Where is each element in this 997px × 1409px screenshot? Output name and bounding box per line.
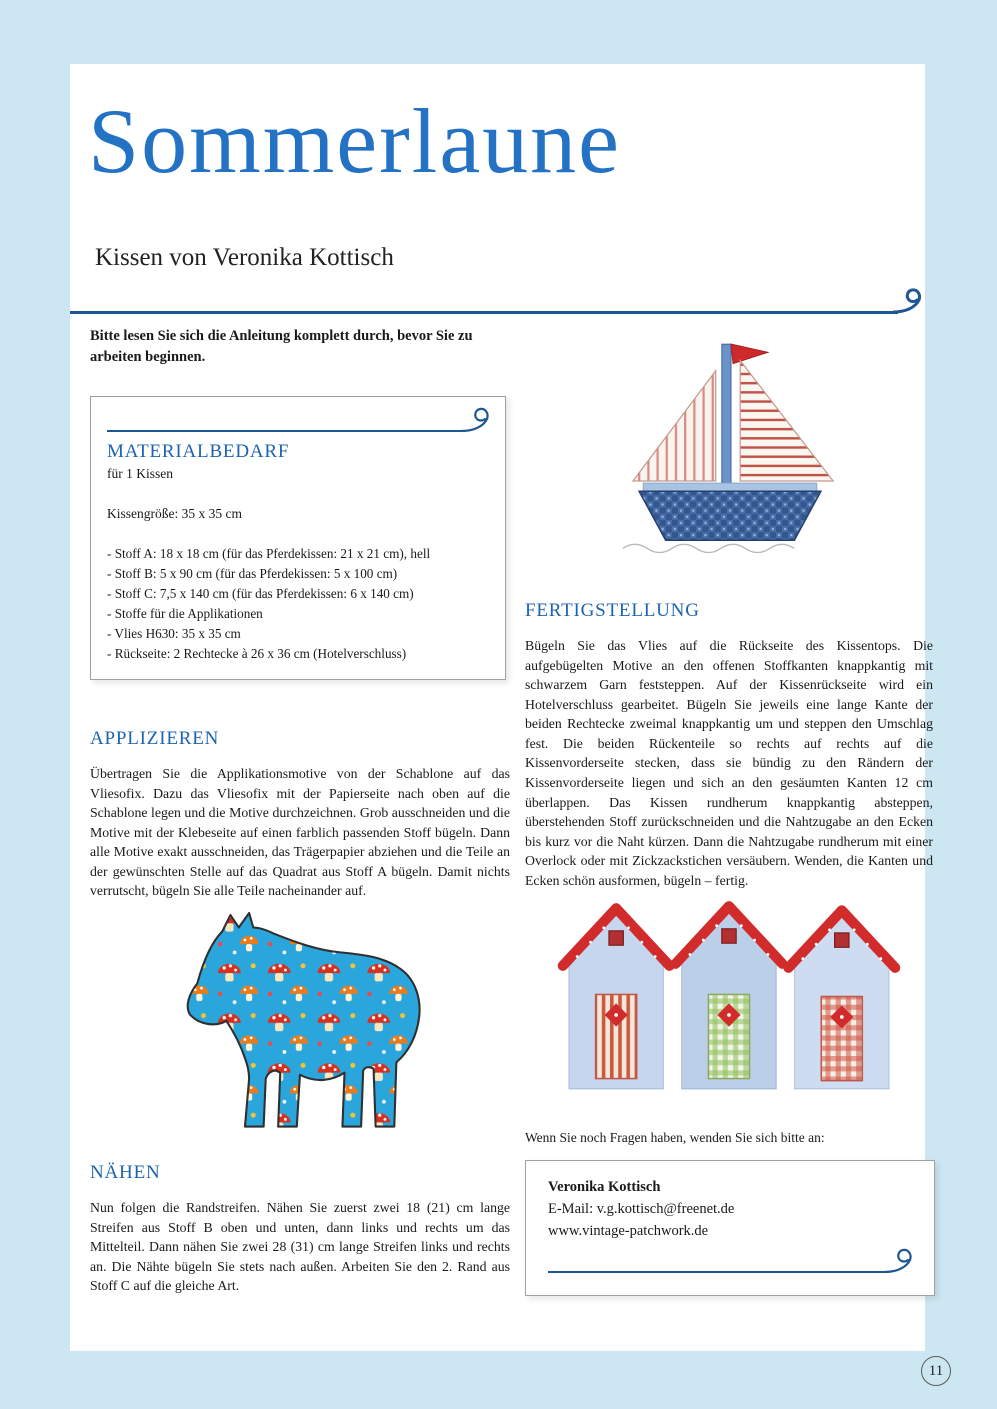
hut-window bbox=[722, 929, 736, 943]
section-heading-fertigstellung: FERTIGSTELLUNG bbox=[525, 600, 700, 621]
swirl-flourish-icon bbox=[461, 407, 493, 439]
beach-hut-3 bbox=[788, 910, 895, 1088]
section-body-applizieren: Übertragen Sie die Applikationsmotive von der Schablone auf das Vliesofix. Dazu das Vliesofix mit der Papierseite nach oben auf die Schablone legen und die Motive durchzeichnen. Grob ausschneiden und die Motive mit der Klebeseite auf einen farblich passenden Stoff bügeln. Dann alle Motive exakt ausschneiden, das Trägerpapier abziehen und die Teile an der gewünschten Stelle auf das Quadrat aus Stoff A bügeln. Damit nichts verrutscht, bügeln Sie alle Teile nacheinander auf. bbox=[90, 766, 510, 899]
list-item: - Stoffe für die Applikationen bbox=[107, 606, 263, 622]
divider-line bbox=[70, 311, 898, 314]
contact-website[interactable]: www.vintage-patchwork.de bbox=[548, 1222, 709, 1239]
section-heading-applizieren: APPLIZIEREN bbox=[90, 728, 220, 749]
section-heading-naehen: NÄHEN bbox=[90, 1162, 161, 1183]
beach-hut-2 bbox=[676, 906, 783, 1089]
material-heading: MATERIALBEDARF bbox=[107, 441, 290, 462]
divider-line bbox=[548, 1271, 889, 1273]
magazine-page bbox=[70, 64, 933, 1351]
list-item: - Vlies H630: 35 x 35 cm bbox=[107, 626, 241, 642]
contact-email[interactable]: E-Mail: v.g.kottisch@freenet.de bbox=[548, 1200, 735, 1217]
material-box bbox=[90, 396, 506, 680]
contact-box-divider bbox=[548, 1248, 916, 1280]
boat-mast bbox=[722, 344, 731, 489]
sailboat-applique-illustration bbox=[590, 336, 870, 576]
contact-name: Veronika Kottisch bbox=[548, 1179, 661, 1195]
beach-hut-1 bbox=[563, 908, 670, 1089]
contact-intro: Wenn Sie noch Fragen haben, wenden Sie sich bitte an: bbox=[525, 1130, 825, 1145]
contact-box bbox=[525, 1160, 935, 1296]
boat-flag bbox=[731, 344, 768, 363]
divider-line bbox=[107, 430, 466, 432]
hut-window bbox=[835, 933, 849, 947]
intro-note: Bitte lesen Sie sich die Anleitung komplett durch, bevor Sie zu arbeiten beginnen. bbox=[90, 328, 473, 366]
list-item: - Rückseite: 2 Rechtecke à 26 x 36 cm (Hotelverschluss) bbox=[107, 646, 407, 662]
section-body-naehen: Nun folgen die Randstreifen. Nähen Sie zuerst zwei 18 (21) cm lange Streifen aus Stoff B oben und unten, dann links und rechts um das Mittelteil. Dann nähen Sie zwei 28 (31) cm lange Streifen links und rechts an. Die Nähte bügeln Sie stets nach außen. Arbeiten Sie den 2. Rand aus Stoff C auf die gleiche Art. bbox=[90, 1200, 510, 1294]
water-wave-line bbox=[623, 544, 795, 552]
page-title: Sommerlaune bbox=[88, 90, 621, 192]
swirl-flourish-icon bbox=[884, 1248, 916, 1280]
header-divider bbox=[70, 288, 925, 320]
material-box-divider bbox=[107, 407, 493, 439]
material-list bbox=[107, 544, 493, 664]
list-item: - Stoff B: 5 x 90 cm (für das Pferdekissen: 5 x 100 cm) bbox=[107, 566, 398, 582]
boat-hull bbox=[639, 491, 821, 540]
material-for-line: für 1 Kissen bbox=[107, 466, 173, 481]
page-number-text: 11 bbox=[928, 1362, 944, 1379]
boat-sail-left bbox=[633, 371, 716, 481]
list-item: - Stoff C: 7,5 x 140 cm (für das Pferdekissen: 6 x 140 cm) bbox=[107, 586, 414, 602]
swirl-flourish-icon bbox=[893, 288, 925, 320]
page-subtitle: Kissen von Veronika Kottisch bbox=[95, 244, 394, 271]
list-item: - Stoff A: 18 x 18 cm (für das Pferdekissen: 21 x 21 cm), hell bbox=[107, 546, 431, 561]
section-body-fertigstellung: Bügeln Sie das Vlies auf die Rückseite des Kissentops. Die aufgebügelten Motive an den offenen Stoffkanten knappkantig mit schwarzem Garn feststeppen. Auf der Kissenrückseite wird ein Hotelverschluss gearbeitet. Bügeln Sie jeweils eine lange Kante der beiden Rechtecke zweimal knappkantig um und steppen den Umschlag fest. Die beiden Rückenteile so rechts auf rechts auf die Kissenvorderseite stecken, dass sie bündig zu den Rändern der Kissenvorderseite liegen und sich an den gesäumten Kanten 12 cm überlappen. Das Kissen rundherum knappkantig absteppen, überstehenden Stoff zurückschneiden und die Nahtzugabe an den Ecken bis kurz vor die Naht kürzen. Dann die Nahtzugabe rundherum mit einer Overlock oder mit Zickzackstichen versäubern. Wenden, die Kanten und Ecken schön ausformen, bügeln – fertig. bbox=[525, 638, 933, 888]
dala-horse-body bbox=[188, 913, 420, 1127]
dala-horse-applique-illustration bbox=[162, 906, 442, 1146]
hut-window bbox=[609, 931, 623, 945]
boat-sail-right bbox=[740, 361, 833, 482]
page-number bbox=[921, 1356, 951, 1386]
beach-huts-applique-illustration bbox=[550, 896, 910, 1096]
material-size-line: Kissengröße: 35 x 35 cm bbox=[107, 506, 242, 521]
boat-gunwale bbox=[643, 483, 817, 491]
